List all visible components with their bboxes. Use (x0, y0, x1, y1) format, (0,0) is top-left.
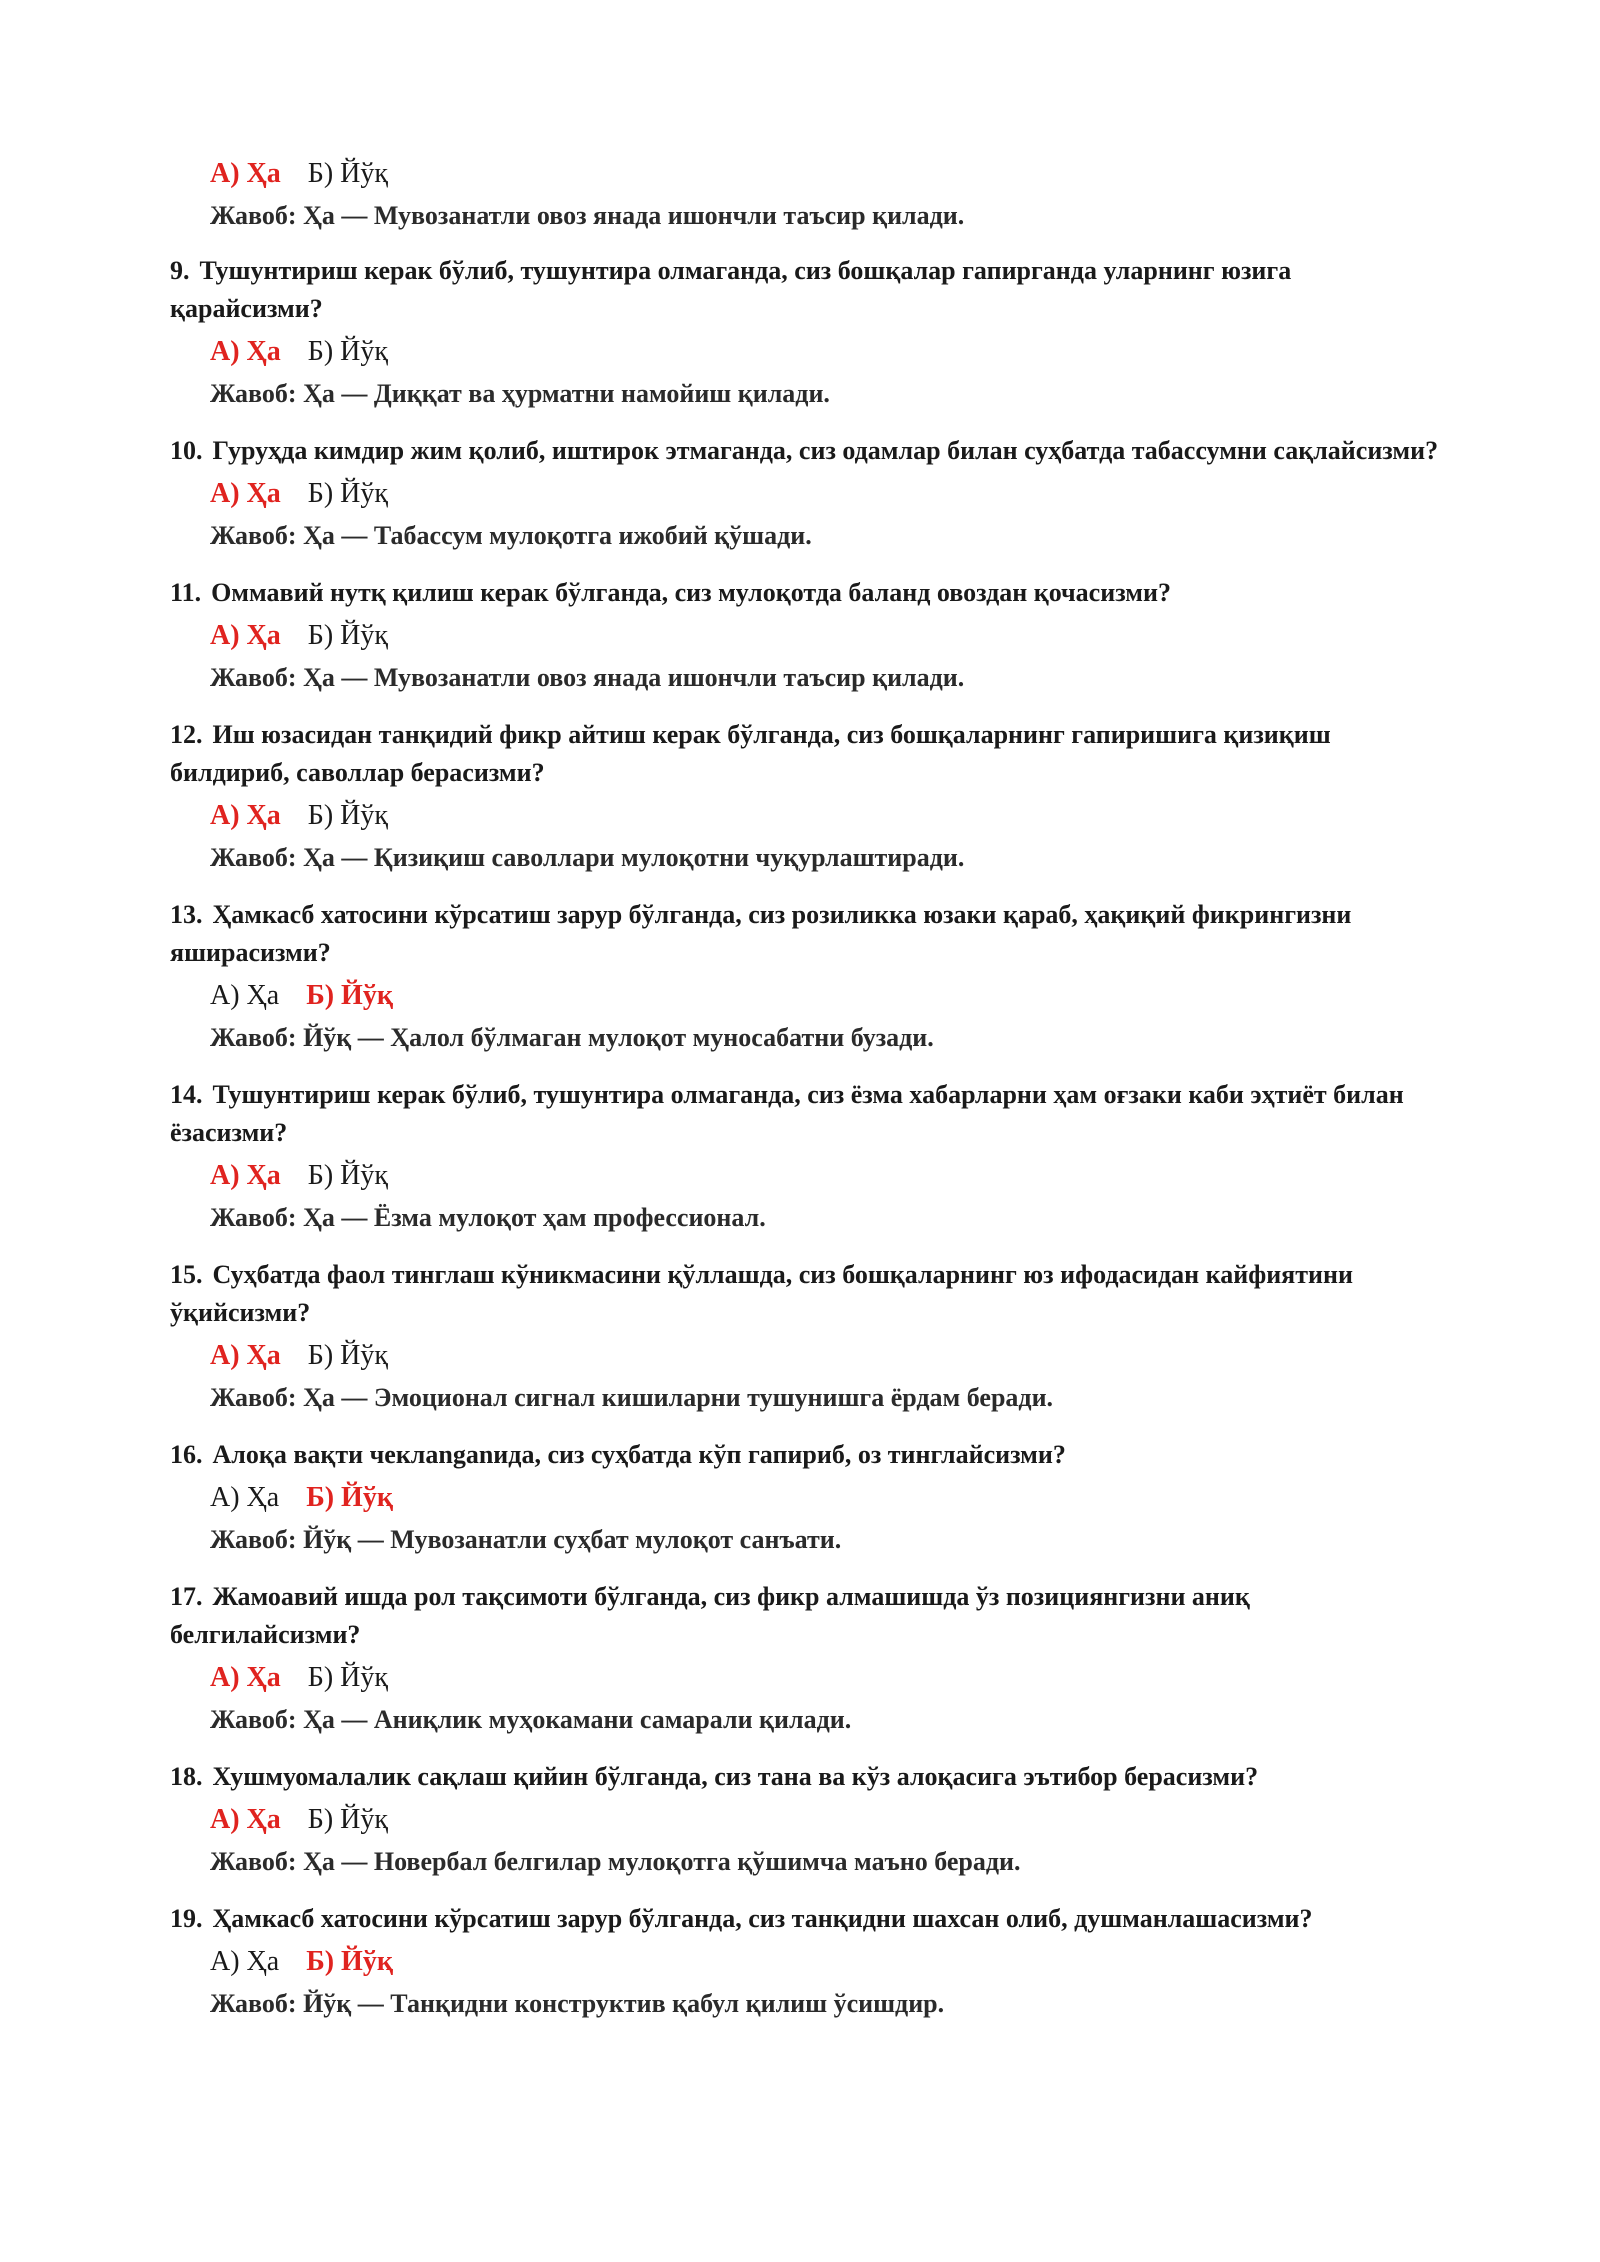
option-b: Б) Йўқ (307, 336, 388, 367)
question-text (170, 1436, 1440, 1474)
answer-options (210, 1657, 1440, 1699)
question-number: 18. (170, 1762, 203, 1791)
option-a: А) Ҳа (210, 158, 281, 189)
option-a: А) Ҳа (210, 478, 281, 509)
question-text (170, 1578, 1440, 1654)
answer-options (210, 331, 1440, 373)
answer-options (210, 1335, 1440, 1377)
question-continuation (170, 153, 1440, 237)
question-item (170, 896, 1440, 1059)
question-item (170, 252, 1440, 415)
question-text (170, 432, 1440, 470)
question-body: Оммавий нутқ қилиш керак бўлганда, сиз мулоқотда баланд овоздан қочасизми? (211, 578, 1171, 607)
answer-options (210, 1799, 1440, 1841)
question-number: 15. (170, 1260, 203, 1289)
answer-options (210, 153, 1440, 195)
question-body: Жамоавий ишда рол тақсимоти бўлганда, сиз фикр алмашишда ўз позициянгизни аниқ белгилайсизми? (170, 1582, 1250, 1649)
option-a: А) Ҳа (210, 1160, 281, 1191)
question-body: Суҳбатда фаол тинглаш кўникмасини қўллашда, сиз бошқаларнинг юз ифодасидан кайфиятини ўқийсизми? (170, 1260, 1353, 1327)
question-item (170, 716, 1440, 879)
option-b: Б) Йўқ (306, 1946, 393, 1977)
option-b: Б) Йўқ (307, 620, 388, 651)
option-b: Б) Йўқ (306, 980, 393, 1011)
option-b: Б) Йўқ (307, 158, 388, 189)
option-a: А) Ҳа (210, 1482, 280, 1513)
question-number: 9. (170, 256, 190, 285)
answer-explanation: Жавоб: Ҳа — Аниқлик муҳокамани самарали қилади. (210, 1705, 852, 1734)
question-body: Алоқа вақти чеклanganида, сиз суҳбатда кўп гапириб, оз тинглайсизми? (212, 1440, 1066, 1469)
option-a: А) Ҳа (210, 336, 281, 367)
option-a: А) Ҳа (210, 980, 280, 1011)
question-number: 11. (170, 578, 202, 607)
answer-explanation: Жавоб: Ҳа — Мувозанатли овоз янада ишончли таъсир қилади. (210, 201, 965, 230)
option-a: А) Ҳа (210, 620, 281, 651)
question-item (170, 1758, 1440, 1883)
option-b: Б) Йўқ (307, 1662, 388, 1693)
answer-options (210, 615, 1440, 657)
question-item (170, 1900, 1440, 2025)
answer-explanation: Жавоб: Ҳа — Мувозанатли овоз янада ишончли таъсир қилади. (210, 663, 965, 692)
question-number: 13. (170, 900, 203, 929)
question-text (170, 574, 1440, 612)
question-text (170, 716, 1440, 792)
option-b: Б) Йўқ (307, 1804, 388, 1835)
answer-options (210, 795, 1440, 837)
question-number: 12. (170, 720, 203, 749)
question-body: Иш юзасидан танқидий фикр айтиш керак бўлганда, сиз бошқаларнинг гапиришига қизиқиш билдириб, саволлар берасизми? (170, 720, 1331, 787)
question-item (170, 574, 1440, 699)
question-body: Тушунтириш керак бўлиб, тушунтира олмаганда, сиз бошқалар гапирганда уларнинг юзига қарайсизми? (170, 256, 1292, 323)
option-b: Б) Йўқ (307, 1160, 388, 1191)
option-b: Б) Йўқ (307, 800, 388, 831)
question-number: 17. (170, 1582, 203, 1611)
question-number: 14. (170, 1080, 203, 1109)
answer-explanation: Жавоб: Ҳа — Табассум мулоқотга ижобий қўшади. (210, 521, 812, 550)
option-a: А) Ҳа (210, 1804, 281, 1835)
question-text (170, 1076, 1440, 1152)
answer-explanation: Жавоб: Ҳа — Ёзма мулоқот ҳам профессионал. (210, 1203, 766, 1232)
question-text (170, 1900, 1440, 1938)
answer-options (210, 1155, 1440, 1197)
question-text (170, 896, 1440, 972)
answer-explanation: Жавоб: Йўқ — Танқидни конструктив қабул қилиш ўсишдир. (210, 1989, 945, 2018)
question-item (170, 1436, 1440, 1561)
question-body: Хушмуомалалик сақлаш қийин бўлганда, сиз тана ва кўз алоқасига эътибор берасизми? (212, 1762, 1259, 1791)
answer-explanation: Жавоб: Ҳа — Эмоционал сигнал кишиларни тушунишга ёрдам беради. (210, 1383, 1054, 1412)
answer-explanation: Жавоб: Ҳа — Қизиқиш саволлари мулоқотни чуқурлаштиради. (210, 843, 965, 872)
question-body: Ҳамкасб хатосини кўрсатиш зарур бўлганда, сиз танқидни шахсан олиб, душманлашасизми? (212, 1904, 1313, 1933)
option-a: А) Ҳа (210, 1946, 280, 1977)
answer-explanation: Жавоб: Йўқ — Мувозанатли суҳбат мулоқот санъати. (210, 1525, 842, 1554)
option-a: А) Ҳа (210, 1340, 281, 1371)
answer-options (210, 1941, 1440, 1983)
answer-options (210, 975, 1440, 1017)
option-b: Б) Йўқ (306, 1482, 393, 1513)
answer-options (210, 473, 1440, 515)
answer-explanation: Жавоб: Йўқ — Ҳалол бўлмаган мулоқот муносабатни бузади. (210, 1023, 934, 1052)
answer-options (210, 1477, 1440, 1519)
option-a: А) Ҳа (210, 800, 281, 831)
question-body: Гуруҳда кимдир жим қолиб, иштирок этмаганда, сиз одамлар билан суҳбатда табассумни сақлайсизми? (212, 436, 1439, 465)
question-number: 10. (170, 436, 203, 465)
option-b: Б) Йўқ (307, 478, 388, 509)
answer-explanation: Жавоб: Ҳа — Новербал белгилар мулоқотга қўшимча маъно беради. (210, 1847, 1021, 1876)
question-number: 16. (170, 1440, 203, 1469)
question-body: Тушунтириш керак бўлиб, тушунтира олмаганда, сиз ёзма хабарларни ҳам оғзаки каби эҳтиёт билан ёзасизми? (170, 1080, 1404, 1147)
option-b: Б) Йўқ (307, 1340, 388, 1371)
question-text (170, 252, 1440, 328)
answer-explanation: Жавоб: Ҳа — Диққат ва ҳурматни намойиш қилади. (210, 379, 830, 408)
question-item (170, 1578, 1440, 1741)
document-page (170, 150, 1440, 2042)
question-text (170, 1758, 1440, 1796)
option-a: А) Ҳа (210, 1662, 281, 1693)
question-item (170, 1076, 1440, 1239)
question-number: 19. (170, 1904, 203, 1933)
question-item (170, 1256, 1440, 1419)
question-body: Ҳамкасб хатосини кўрсатиш зарур бўлганда, сиз розиликка юзаки қараб, ҳақиқий фикрингизни яширасизми? (170, 900, 1352, 967)
question-text (170, 1256, 1440, 1332)
question-item (170, 432, 1440, 557)
